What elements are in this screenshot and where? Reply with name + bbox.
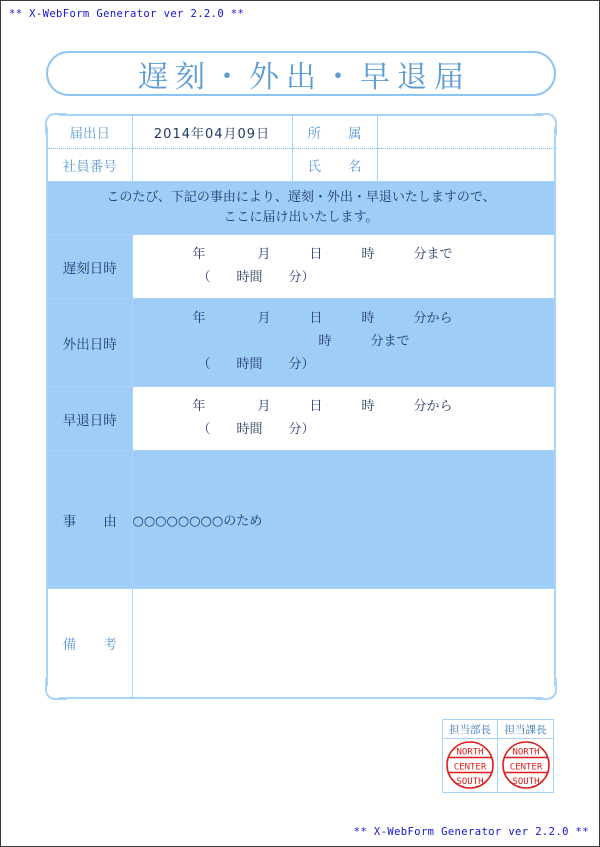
- out-line-1: 年 月 日 時 分から: [192, 311, 453, 327]
- table-row-out: [47, 299, 555, 387]
- approval-stamp-group: [442, 719, 554, 793]
- statement-line-2: ここに届け出いたします。: [223, 210, 379, 225]
- early-line-2: （ 時間 分）: [197, 421, 315, 437]
- table-row-early: [47, 387, 555, 451]
- stamp-text-middle: CENTER: [509, 762, 542, 773]
- filing-date-value[interactable]: 2014年04月09日: [132, 115, 292, 149]
- out-line-3: （ 時間 分）: [197, 356, 315, 372]
- early-datetime-label: 早退日時: [47, 387, 132, 451]
- declaration-statement: [47, 182, 555, 235]
- statement-line-1: このたび、下記の事由により、遅刻・外出・早退いたしますので、: [106, 189, 496, 205]
- approval-box-department-manager[interactable]: [443, 720, 498, 792]
- stamp-text-top: NORTH: [511, 747, 540, 758]
- approval-stamp-area-department-manager[interactable]: [443, 740, 497, 792]
- late-datetime-label: 遅刻日時: [47, 235, 132, 299]
- table-row-late: [47, 235, 555, 299]
- department-value[interactable]: [377, 115, 555, 149]
- department-label: 所 属: [292, 115, 377, 149]
- approval-title-section-manager: 担当課長: [498, 720, 553, 739]
- reason-label: 事 由: [47, 451, 132, 589]
- employee-no-value[interactable]: [132, 149, 292, 182]
- form-table-wrapper: [46, 114, 556, 699]
- remarks-label: 備 考: [47, 589, 132, 699]
- out-line-2: 時 分まで: [318, 334, 410, 350]
- form-title-box: [46, 51, 556, 96]
- approval-stamp-icon: [445, 740, 495, 790]
- form-table: [46, 114, 556, 699]
- remarks-value[interactable]: [132, 589, 555, 699]
- table-row-filing-date: [47, 115, 555, 149]
- early-datetime-body[interactable]: [132, 387, 555, 451]
- stamp-text-bottom: SOUTH: [511, 777, 540, 787]
- stamp-text-top: NORTH: [456, 747, 484, 758]
- early-line-1: 年 月 日 時 分から: [192, 398, 453, 414]
- reason-body[interactable]: [132, 451, 555, 589]
- table-row-reason: [47, 451, 555, 589]
- table-row-remarks: [47, 589, 555, 699]
- employee-no-label: 社員番号: [47, 149, 132, 182]
- stamp-text-middle: CENTER: [453, 762, 487, 773]
- table-row-statement: [47, 182, 555, 235]
- approval-box-section-manager[interactable]: [498, 720, 553, 792]
- table-row-employee-no: [47, 149, 555, 182]
- generator-footer-text: ** X-WebForm Generator ver 2.2.0 **: [353, 826, 589, 838]
- late-line-2: （ 時間 分）: [197, 269, 315, 285]
- name-value[interactable]: [377, 149, 555, 182]
- late-datetime-body[interactable]: [132, 235, 555, 299]
- generator-header-text: ** X-WebForm Generator ver 2.2.0 **: [9, 8, 245, 20]
- out-datetime-body[interactable]: [132, 299, 555, 387]
- out-datetime-label: 外出日時: [47, 299, 132, 387]
- approval-stamp-icon: [501, 740, 551, 790]
- approval-title-department-manager: 担当部長: [443, 720, 497, 739]
- stamp-text-bottom: SOUTH: [456, 777, 484, 787]
- filing-date-label: 届出日: [47, 115, 132, 149]
- approval-stamp-area-section-manager[interactable]: [498, 740, 553, 792]
- late-line-1: 年 月 日 時 分まで: [192, 246, 453, 262]
- name-label: 氏 名: [292, 149, 377, 182]
- page-title: 遅刻・外出・早退届: [138, 59, 471, 95]
- reason-value: ○○○○○○○○のため: [132, 514, 263, 529]
